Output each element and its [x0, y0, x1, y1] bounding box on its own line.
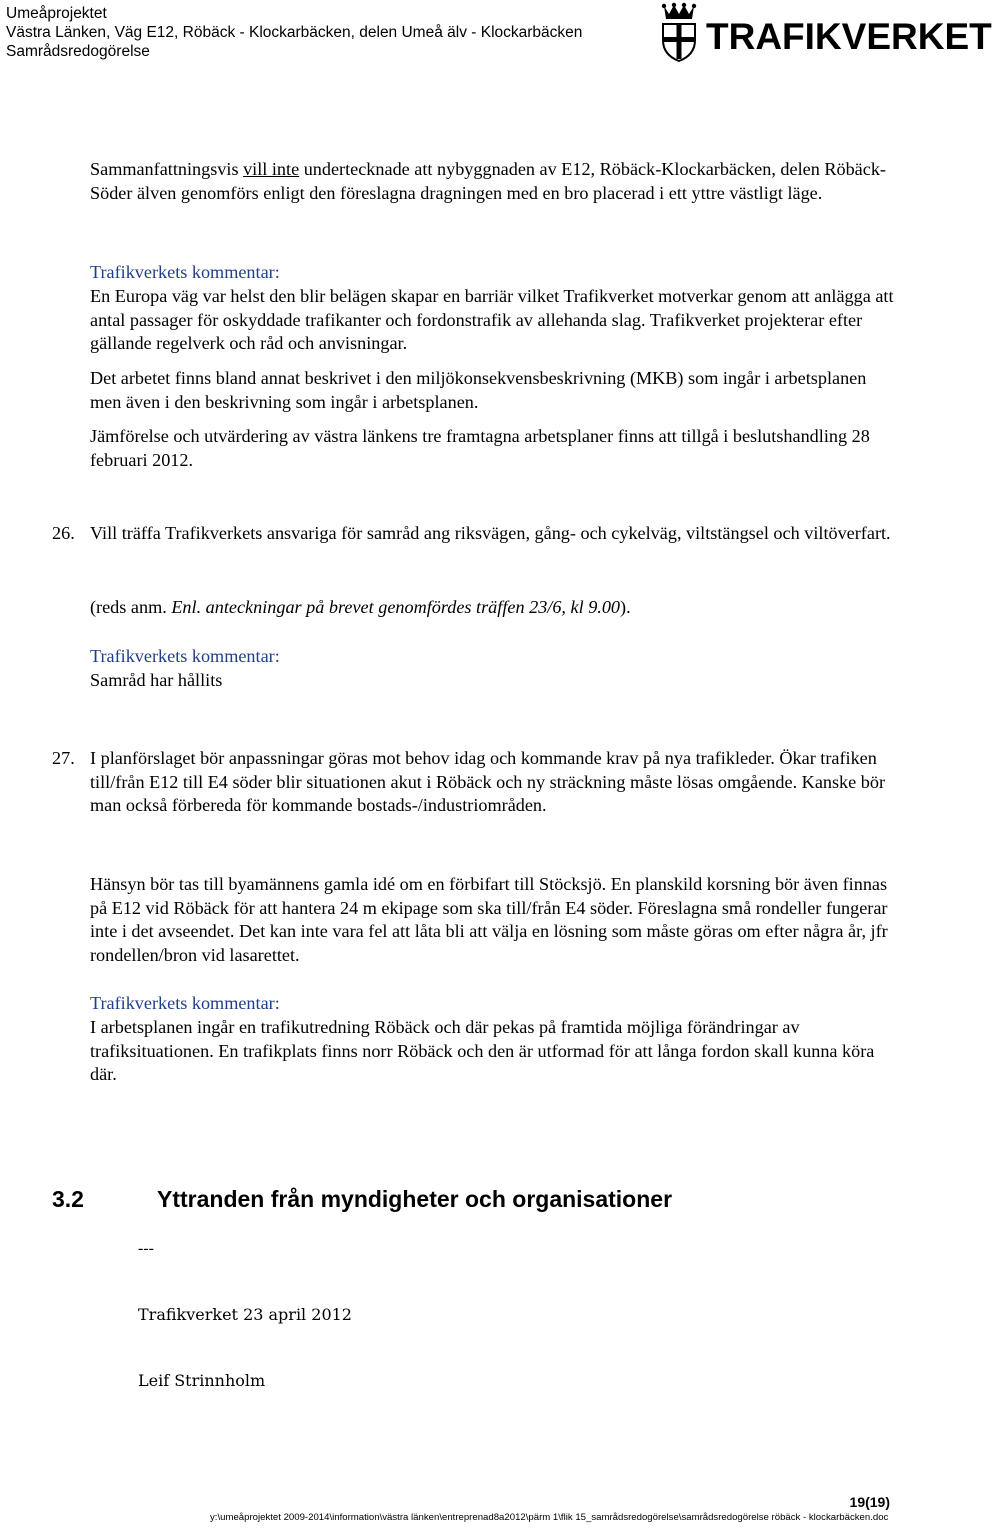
- comment-label: Trafikverkets kommentar:: [90, 262, 280, 282]
- underlined-phrase: vill inte: [243, 159, 300, 179]
- trafikverket-logo: [654, 2, 992, 64]
- section-title: Yttranden från myndigheter och organisationer: [157, 1186, 673, 1212]
- signature-name: Leif Strinnholm: [138, 1371, 266, 1390]
- signature-date: Trafikverket 23 april 2012: [138, 1305, 352, 1324]
- separator-dashes: ---: [138, 1240, 154, 1257]
- item-number: 27.: [52, 748, 75, 768]
- item-text: I planförslaget bör anpassningar göras mot behov idag och kommande krav på nya trafikleder. Ökar trafiken till/från E12 till E4 söder blir situationen akut i Röbäck och ny sträckning måste lösas omgående. Kanske bör man också förbereda för kommande bostads-/industriområden.: [90, 748, 886, 816]
- header-route: Västra Länken, Väg E12, Röbäck - Klockarbäcken, delen Umeå älv - Klockarbäcken: [6, 24, 583, 41]
- comment-text: Jämförelse och utvärdering av västra länkens tre framtagna arbetsplaner finns att tillgå i beslutshandling 28 februari 2012.: [90, 426, 870, 470]
- header-doc-type: Samrådsredogörelse: [6, 43, 150, 60]
- comment-text: Det arbetet finns bland annat beskrivet i den miljökonsekvensbeskrivning (MKB) som ingår i arbetsplanen men även i den beskrivning som ingår i arbetsplanen.: [90, 368, 867, 412]
- file-path: y:\umeåprojektet 2009-2014\information\västra länken\entreprenad8a2012\pärm 1\flik 15_samrådsredogörelse\samrådsredogörelse röbäck - klockarbäcken.doc: [210, 1512, 889, 1523]
- section-number: 3.2: [52, 1186, 84, 1212]
- document-header: [6, 4, 582, 61]
- item-text: Hänsyn bör tas till byamännens gamla idé om en förbifart till Stöcksjö. En planskild korsning bör även finnas på E12 vid Röbäck för att hantera 24 m ekipage som ska till/från E4 söder. Föreslagna små rondeller fungerar inte i det avseendet. Det kan inte vara fel att låta bli att välja en lösning som måste göras om efter några år, jfr rondellen/bron vid lasarettet.: [90, 874, 888, 966]
- comment-label: Trafikverkets kommentar:: [90, 646, 280, 666]
- comment-text: En Europa väg var helst den blir belägen skapar en barriär vilket Trafikverket motverkar genom att anlägga att antal passager för oskyddade trafikanter och fordonstrafik av allehanda slag. Trafikverket projekterar efter gällande regelverk och råd och anvisningar.: [90, 286, 894, 354]
- editor-note: (reds anm. Enl. anteckningar på brevet genomfördes träffen 23/6, kl 9.00).: [90, 597, 631, 617]
- page-number: 19(19): [849, 1494, 890, 1510]
- item-text: Vill träffa Trafikverkets ansvariga för samråd ang riksvägen, gång- och cykelväg, viltstängsel och viltöverfart.: [90, 523, 891, 543]
- crown-emblem-icon: [654, 2, 704, 64]
- summary-paragraph: Sammanfattningsvis vill inte undertecknade att nybyggnaden av E12, Röbäck-Klockarbäcken, delen Röbäck-Söder älven genomförs enligt den föreslagna dragningen med en bro placerad i ett yttre västligt läge.: [90, 159, 886, 203]
- comment-text: I arbetsplanen ingår en trafikutredning Röbäck och där pekas på framtida möjliga förändringar av trafiksituationen. En trafikplats finns norr Röbäck och den är utformad för att långa fordon skall kunna köra där.: [90, 1017, 875, 1085]
- header-project: Umeåprojektet: [6, 5, 107, 22]
- comment-label: Trafikverkets kommentar:: [90, 993, 280, 1013]
- logo-wordmark: TRAFIKVERKET: [706, 16, 992, 57]
- item-number: 26.: [52, 523, 75, 543]
- comment-text: Samråd har hållits: [90, 670, 223, 690]
